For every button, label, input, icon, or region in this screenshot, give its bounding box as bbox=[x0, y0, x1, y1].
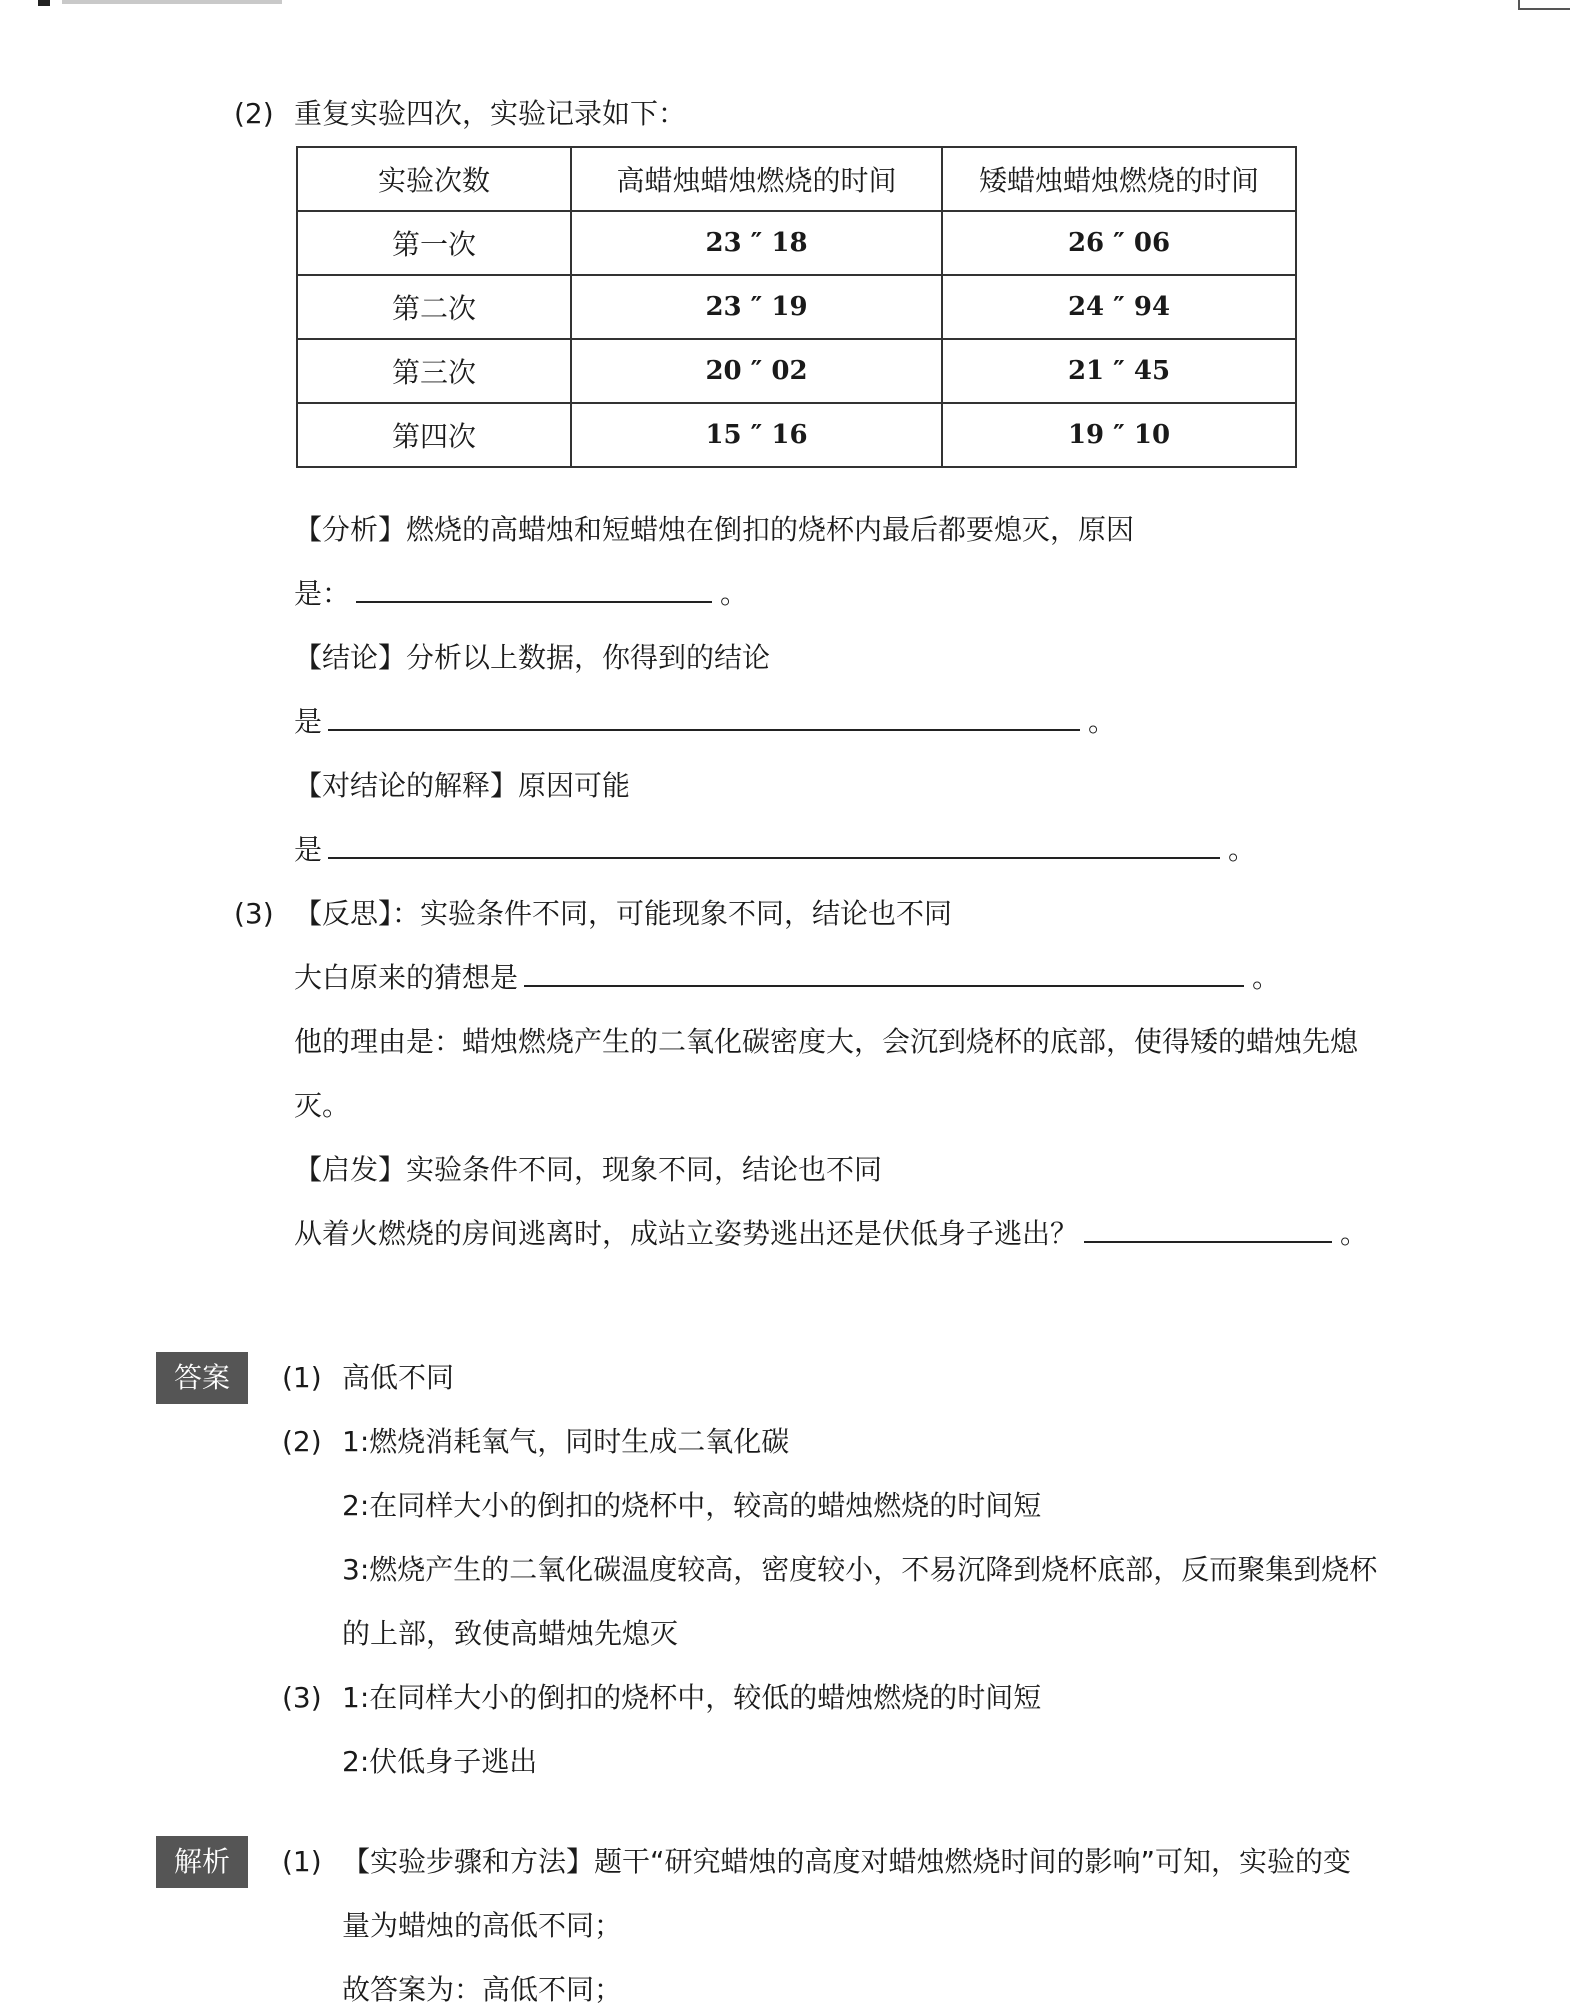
table-header-row bbox=[297, 147, 1296, 211]
table-row bbox=[297, 211, 1296, 275]
answer-item: (2) 1:燃烧消耗氧气，同时生成二氧化碳 bbox=[282, 1425, 790, 1458]
table-cell: 第二次 bbox=[297, 275, 571, 339]
corner-mark bbox=[1518, 0, 1570, 10]
explanation-text: 【对结论的解释】原因可能 bbox=[294, 769, 631, 802]
table-header: 实验次数 bbox=[297, 147, 571, 211]
table-cell: 23 ″ 19 bbox=[571, 275, 942, 339]
analysis-item: 量为蜡烛的高低不同； bbox=[342, 1909, 623, 1942]
conclusion-text: 【结论】分析以上数据，你得到的结论 bbox=[294, 641, 771, 674]
analysis-text: 【分析】燃烧的高蜡烛和短蜡烛在倒扣的烧杯内最后都要熄灭，原因 bbox=[294, 513, 1135, 546]
header-fragment bbox=[38, 0, 298, 6]
table-cell: 19 ″ 10 bbox=[942, 403, 1296, 467]
answer-blank[interactable] bbox=[524, 963, 1244, 987]
answer-item: 2:在同样大小的倒扣的烧杯中，较高的蜡烛燃烧的时间短 bbox=[342, 1489, 1042, 1522]
table-cell: 15 ″ 16 bbox=[571, 403, 942, 467]
table-cell: 20 ″ 02 bbox=[571, 339, 942, 403]
answer-blank[interactable] bbox=[356, 579, 712, 603]
inspire-text: 【启发】实验条件不同，现象不同，结论也不同 bbox=[294, 1153, 883, 1186]
answer-item: 的上部，致使高蜡烛先熄灭 bbox=[342, 1617, 679, 1650]
part3-number: (3) bbox=[234, 897, 274, 930]
analysis-answer-line: 是： 。 bbox=[294, 577, 749, 610]
table-cell: 第一次 bbox=[297, 211, 571, 275]
part3-title: (3) 【反思】：实验条件不同，可能现象不同，结论也不同 bbox=[234, 894, 952, 934]
table-cell: 第四次 bbox=[297, 403, 571, 467]
table-header: 矮蜡烛蜡烛燃烧的时间 bbox=[942, 147, 1296, 211]
reason-text: 他的理由是：蜡烛燃烧产生的二氧化碳密度大，会沉到烧杯的底部，使得矮的蜡烛先熄 bbox=[294, 1025, 1359, 1058]
table-cell: 24 ″ 94 bbox=[942, 275, 1296, 339]
analysis-tag: 解析 bbox=[156, 1836, 248, 1888]
table-row bbox=[297, 403, 1296, 467]
answer-item: (1) 高低不同 bbox=[282, 1361, 455, 1394]
answer-blank[interactable] bbox=[328, 707, 1080, 731]
experiment-table bbox=[296, 146, 1297, 468]
question-line: 从着火燃烧的房间逃离时，成站立姿势逃出还是伏低身子逃出？ 。 bbox=[294, 1217, 1369, 1250]
guess-line: 大白原来的猜想是 。 bbox=[294, 961, 1281, 994]
table-row bbox=[297, 275, 1296, 339]
part2-number: (2) bbox=[234, 97, 274, 130]
analysis-item: (1) 【实验步骤和方法】题干“研究蜡烛的高度对蜡烛燃烧时间的影响”可知，实验的变 bbox=[282, 1845, 1352, 1878]
explanation-answer-line: 是 。 bbox=[294, 833, 1257, 866]
answer-item: 3:燃烧产生的二氧化碳温度较高，密度较小，不易沉降到烧杯底部，反而聚集到烧杯 bbox=[342, 1553, 1378, 1586]
table-cell: 第三次 bbox=[297, 339, 571, 403]
answer-item: (3) 1:在同样大小的倒扣的烧杯中，较低的蜡烛燃烧的时间短 bbox=[282, 1681, 1042, 1714]
table-cell: 23 ″ 18 bbox=[571, 211, 942, 275]
conclusion-answer-line: 是 。 bbox=[294, 705, 1117, 738]
table-row bbox=[297, 339, 1296, 403]
answer-tag: 答案 bbox=[156, 1352, 248, 1404]
part2-intro: (2) 重复实验四次，实验记录如下： bbox=[234, 94, 686, 134]
table-header: 高蜡烛蜡烛燃烧的时间 bbox=[571, 147, 942, 211]
answer-blank[interactable] bbox=[328, 835, 1220, 859]
table-cell: 26 ″ 06 bbox=[942, 211, 1296, 275]
answer-item: 2:伏低身子逃出 bbox=[342, 1745, 538, 1778]
table-cell: 21 ″ 45 bbox=[942, 339, 1296, 403]
analysis-item: 故答案为：高低不同； bbox=[342, 1973, 623, 2006]
reason-text-cont: 灭。 bbox=[294, 1089, 351, 1122]
answer-blank[interactable] bbox=[1084, 1219, 1332, 1243]
